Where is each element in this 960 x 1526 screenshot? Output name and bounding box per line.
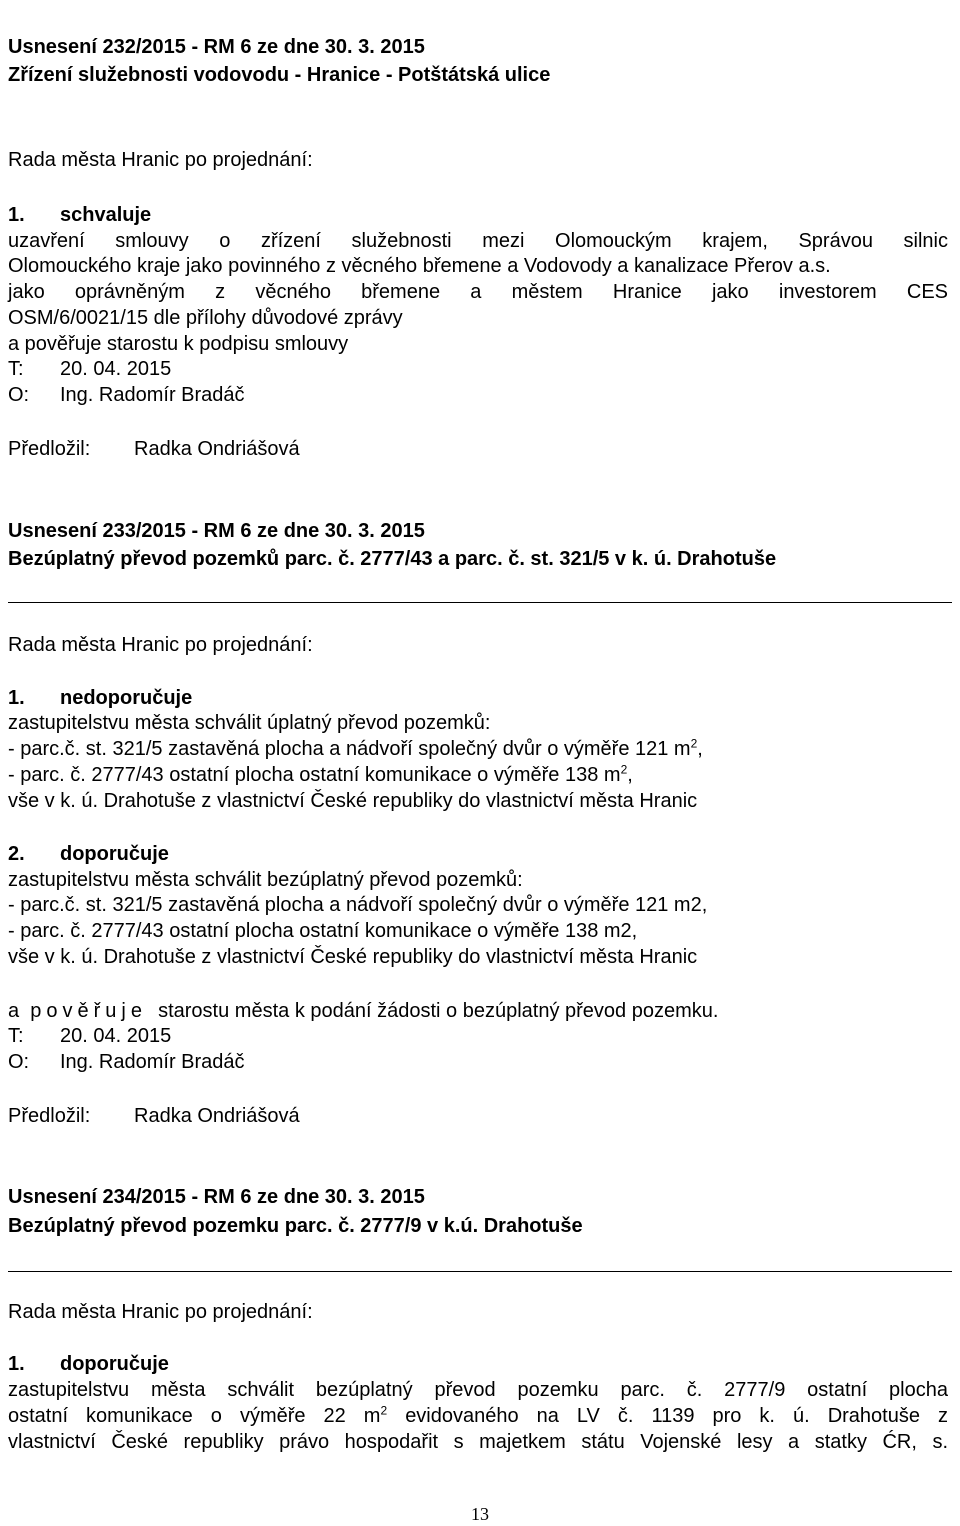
council-intro: Rada města Hranic po projednání:	[8, 634, 313, 656]
resolution-title: Bezúplatný převod pozemku parc. č. 2777/9 v k.ú. Drahotuše	[8, 1215, 583, 1237]
submitted-by: Předložil: Radka Ondriášová	[8, 438, 300, 460]
deadline: T: 20. 04. 2015	[8, 1025, 172, 1047]
item-text-line: - parc.č. st. 321/5 zastavěná plocha a nádvoří společný dvůr o výměře 121 $m^2$,	[8, 736, 703, 760]
item-heading: 1. nedoporučuje	[8, 687, 193, 709]
item-text-line: vše v k. ú. Drahotuše z vlastnictví České republiky do vlastnictví města Hranic	[8, 790, 698, 812]
resolution-header: Usnesení 233/2015 - RM 6 ze dne 30. 3. 2015	[8, 520, 425, 542]
delegation-line: a pověřuje starostu města k podání žádosti o bezúplatný převod pozemku.	[8, 1000, 719, 1022]
item-text-line: - parc.č. st. 321/5 zastavěná plocha a nádvoří společný dvůr o výměře 121 m2,	[8, 894, 708, 916]
item-text-line: uzavření smlouvy o zřízení služebnosti mezi Olomouckým krajem, Správou silnic	[8, 230, 948, 252]
item-text-line: OSM/6/0021/15 dle přílohy důvodové zprávy	[8, 307, 403, 329]
item-text-line: - parc. č. 2777/43 ostatní plocha ostatní komunikace o výměře 138 m2,	[8, 920, 638, 942]
deadline: T: 20. 04. 2015	[8, 358, 172, 380]
item-text-line: vše v k. ú. Drahotuše z vlastnictví České republiky do vlastnictví města Hranic	[8, 946, 698, 968]
item-text-line: ostatní komunikace o výměře 22 $m^2$ evidovaného na LV č. 1139 pro k. ú. Drahotuše z	[8, 1403, 949, 1427]
responsible: O: Ing. Radomír Bradáč	[8, 1051, 245, 1073]
item-heading: 2. doporučuje	[8, 843, 169, 865]
council-intro: Rada města Hranic po projednání:	[8, 1301, 313, 1323]
item-text-line: zastupitelstvu města schválit úplatný převod pozemků:	[8, 712, 491, 734]
page-number: 13	[471, 1504, 489, 1524]
divider	[8, 1271, 952, 1272]
divider	[8, 602, 952, 603]
resolution-header: Usnesení 234/2015 - RM 6 ze dne 30. 3. 2015	[8, 1186, 425, 1208]
resolution-header: Usnesení 232/2015 - RM 6 ze dne 30. 3. 2015	[8, 36, 425, 58]
item-heading: 1. doporučuje	[8, 1353, 169, 1375]
item-text-line: Olomouckého kraje jako povinného z věcného břemene a Vodovody a kanalizace Přerov a.s.	[8, 255, 831, 277]
responsible: O: Ing. Radomír Bradáč	[8, 384, 245, 406]
resolution-title: Zřízení služebnosti vodovodu - Hranice - Potštátská ulice	[8, 64, 551, 86]
item-text-line: zastupitelstvu města schválit bezúplatný převod pozemku parc. č. 2777/9 ostatní plocha	[8, 1379, 948, 1401]
item-text-line: jako oprávněným z věcného břemene a městem Hranice jako investorem CES	[8, 281, 948, 303]
resolution-title: Bezúplatný převod pozemků parc. č. 2777/43 a parc. č. st. 321/5 v k. ú. Drahotuše	[8, 548, 777, 570]
submitted-by: Předložil: Radka Ondriášová	[8, 1105, 300, 1127]
item-heading: 1. schvaluje	[8, 204, 152, 226]
item-text-line: a pověřuje starostu k podpisu smlouvy	[8, 333, 349, 355]
item-text-line: vlastnictví České republiky právo hospodařit s majetkem státu Vojenské lesy a statky ĆR, s.	[8, 1431, 948, 1453]
council-intro: Rada města Hranic po projednání:	[8, 149, 313, 171]
item-text-line: - parc. č. 2777/43 ostatní plocha ostatní komunikace o výměře 138 $m^2$,	[8, 762, 633, 786]
item-text-line: zastupitelstvu města schválit bezúplatný převod pozemků:	[8, 869, 523, 891]
